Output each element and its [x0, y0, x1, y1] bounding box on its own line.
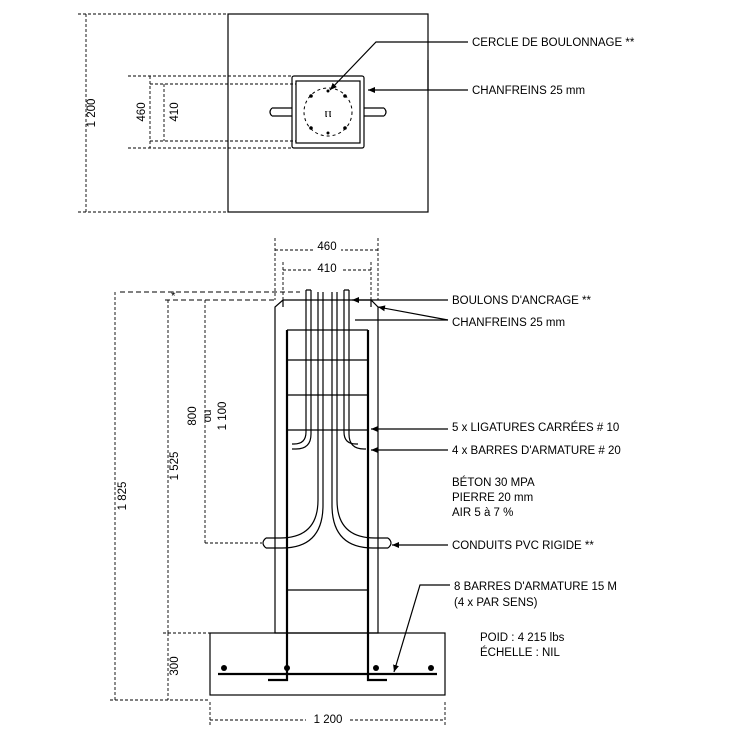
footing-bar-dot	[428, 665, 434, 671]
conduit-left-outer	[266, 292, 318, 538]
plan-bolt	[327, 132, 330, 135]
label-ou: ou	[202, 409, 214, 423]
anchor-bolt-left-hook	[292, 318, 311, 449]
label-1100: 1 100	[217, 401, 229, 431]
callout-bars: 4 x BARRES D'ARMATURE # 20	[452, 445, 621, 457]
plan-view	[78, 14, 635, 212]
callout-anchor-bolts: BOULONS D'ANCRAGE **	[452, 295, 591, 307]
callout-footing-bars-2: (4 x PAR SENS)	[454, 597, 538, 609]
pedestal-outline	[275, 300, 378, 633]
plan-bolt	[309, 126, 313, 130]
callout-plan-chamfers: CHANFREINS 25 mm	[472, 85, 586, 97]
footing-bar-dot	[373, 665, 379, 671]
elev-label-460: 460	[317, 241, 337, 253]
anchor-bolt-left	[306, 290, 311, 300]
callout-ties: 5 x LIGATURES CARRÉES # 10	[452, 422, 620, 434]
plan-bolt	[309, 94, 313, 98]
callout-elev-chamfers: CHANFREINS 25 mm	[452, 317, 566, 329]
plan-bolt	[327, 90, 330, 93]
label-1825: 1 825	[117, 481, 129, 511]
rebar-left	[268, 330, 287, 680]
plan-conduit-left	[270, 108, 292, 116]
anchor-bolt-right	[344, 290, 349, 300]
footing-bar-dot	[221, 665, 227, 671]
spec-concrete: BÉTON 30 MPA	[452, 477, 535, 489]
elev-label-410: 410	[317, 263, 337, 275]
label-1525: 1 525	[169, 451, 181, 481]
label-300: 300	[169, 656, 181, 676]
plan-conduit-right	[364, 108, 386, 116]
label-footing-1200: 1 200	[313, 714, 343, 726]
leader-bolt-circle	[330, 42, 468, 90]
conduit-left-end	[263, 538, 266, 548]
scale-note: ÉCHELLE : NIL	[480, 647, 560, 659]
plan-bolt	[343, 94, 347, 98]
footing-outline	[210, 633, 445, 695]
label-800: 800	[187, 406, 199, 426]
anchor-bolt-right-hook	[344, 318, 358, 444]
spec-air: AIR 5 à 7 %	[452, 507, 514, 519]
elevation-view	[110, 238, 621, 727]
plan-label-460: 460	[136, 102, 148, 122]
footing-bar-dot	[284, 665, 290, 671]
anchor-bolt-left-hook	[292, 318, 306, 444]
plan-center-symbol: ⲡ	[324, 105, 332, 120]
anchor-bolt-right-hook	[349, 318, 366, 449]
leader-footing-bars	[394, 585, 450, 672]
conduit-right-end	[388, 538, 391, 548]
conduit-right-outer	[337, 292, 388, 538]
weight-note: POID : 4 215 lbs	[480, 632, 565, 644]
plan-label-410: 410	[169, 102, 181, 122]
plan-label-1200: 1 200	[86, 98, 98, 128]
plan-bolt	[343, 126, 347, 130]
callout-conduits: CONDUITS PVC RIGIDE **	[452, 540, 594, 552]
elev-star: *	[171, 291, 176, 303]
callout-bolt-circle: CERCLE DE BOULONNAGE **	[472, 37, 635, 49]
spec-stone: PIERRE 20 mm	[452, 492, 534, 504]
callout-footing-bars-1: 8 BARRES D'ARMATURE 15 M	[454, 581, 618, 593]
leader-chamfers-right	[378, 307, 448, 320]
